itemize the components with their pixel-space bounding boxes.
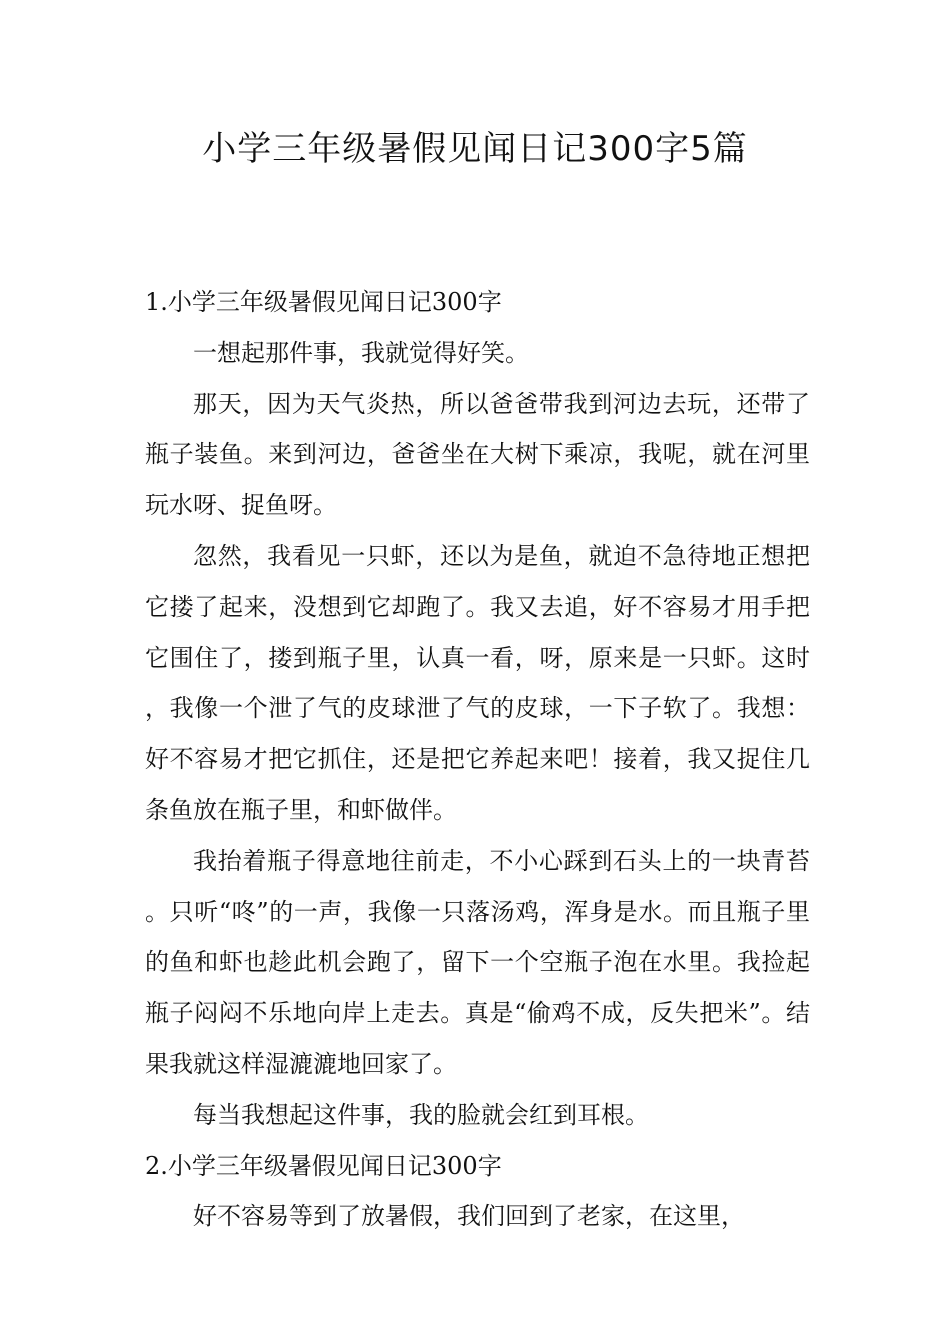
paragraph: 那天，因为天气炎热，所以爸爸带我到河边去玩，还带了瓶子装鱼。来到河边，爸爸坐在大树下乘凉，我呢，就在河里玩水呀、捉鱼呀。 (145, 389, 810, 520)
paragraph: 每当我想起这件事，我的脸就会红到耳根。 (193, 1100, 649, 1129)
paragraph: 一想起那件事，我就觉得好笑。 (193, 338, 529, 367)
document-body (145, 277, 810, 1242)
paragraph: 忽然，我看见一只虾，还以为是鱼，就迫不急待地正想把它搂了起来，没想到它却跑了。我又去追，好不容易才用手把它围住了，搂到瓶子里，认真一看，呀，原来是一只虾。这时，我像一个泄了气的皮球泄了气的皮球，一下子软了。我想：好不容易才把它抓住，还是把它养起来吧！接着，我又捉住几条鱼放在瓶子里，和虾做伴。 (145, 541, 810, 824)
section-heading-2: 2.小学三年级暑假见闻日记300字 (145, 1151, 502, 1180)
document-title: 小学三年级暑假见闻日记300字5篇 (202, 129, 748, 169)
section-heading-1: 1.小学三年级暑假见闻日记300字 (145, 288, 502, 316)
paragraph: 我抬着瓶子得意地往前走，不小心踩到石头上的一块青苔。只听“咚”的一声，我像一只落汤鸡，浑身是水。而且瓶子里的鱼和虾也趁此机会跑了，留下一个空瓶子泡在水里。我捡起瓶子闷闷不乐地向岸上走去。真是“偷鸡不成，反失把米”。结果我就这样湿漉漉地回家了。 (145, 846, 810, 1078)
paragraph: 好不容易等到了放暑假，我们回到了老家，在这里， (193, 1202, 745, 1231)
